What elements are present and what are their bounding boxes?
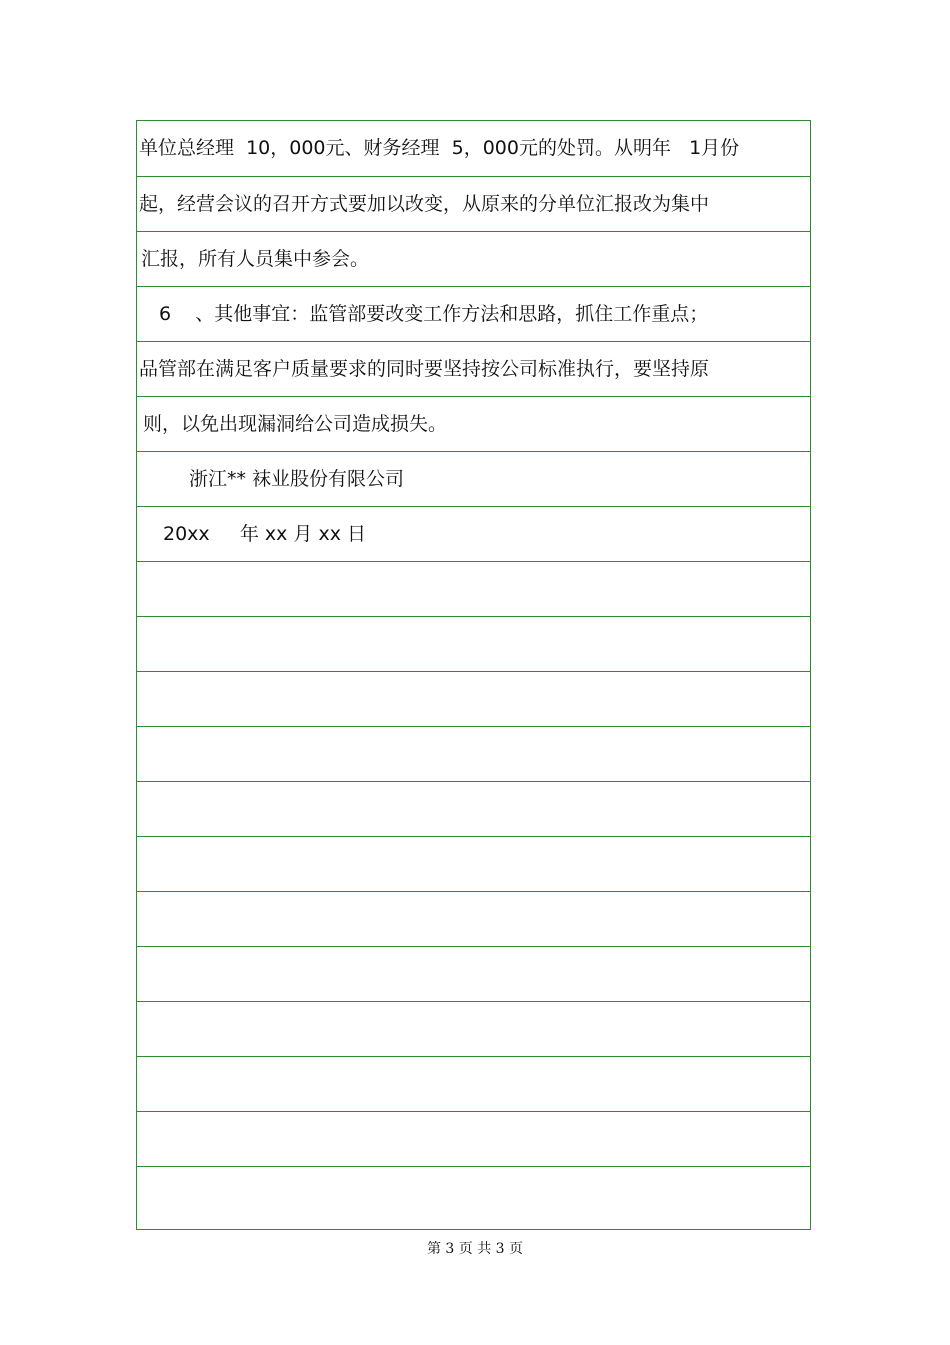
- ruled-line-8: [137, 506, 810, 561]
- ruled-line-14: [137, 836, 810, 891]
- text-line-5: 品管部在满足客户质量要求的同时要坚持按公司标准执行，要坚持原: [139, 357, 710, 380]
- ruled-line-13: [137, 781, 810, 836]
- ruled-line-19: [137, 1111, 810, 1166]
- ruled-line-15: [137, 891, 810, 946]
- ruled-line-2: [137, 176, 810, 231]
- text-line-2: 起，经营会议的召开方式要加以改变，从原来的分单位汇报改为集中: [139, 192, 710, 215]
- ruled-line-16: [137, 946, 810, 1001]
- ruled-line-7: [137, 451, 810, 506]
- ruled-line-20: [137, 1166, 810, 1221]
- ruled-line-6: [137, 396, 810, 451]
- text-line-3: 汇报，所有人员集中参会。: [141, 247, 370, 270]
- ruled-line-11: [137, 671, 810, 726]
- text-line-4: 6 、其他事宜：监管部要改变工作方法和思路，抓住工作重点；: [159, 302, 709, 325]
- ruled-line-17: [137, 1001, 810, 1056]
- ruled-line-10: [137, 616, 810, 671]
- ruled-line-5: [137, 341, 810, 396]
- ruled-line-18: [137, 1056, 810, 1111]
- ruled-text-box: [136, 120, 811, 1230]
- ruled-line-9: [137, 561, 810, 616]
- ruled-line-4: [137, 286, 810, 341]
- page-footer: 第 3 页 共 3 页: [426, 1241, 524, 1257]
- ruled-line-3: [137, 231, 810, 286]
- text-line-6: 则，以免出现漏洞给公司造成损失。: [143, 412, 448, 435]
- document-date: 20xx 年 xx 月 xx 日: [163, 522, 366, 545]
- ruled-line-1: [137, 121, 810, 176]
- company-name: 浙江** 袜业股份有限公司: [189, 467, 405, 490]
- text-line-1: 单位总经理 10，000元、财务经理 5，000元的处罚。从明年 1月份: [139, 137, 740, 159]
- ruled-line-12: [137, 726, 810, 781]
